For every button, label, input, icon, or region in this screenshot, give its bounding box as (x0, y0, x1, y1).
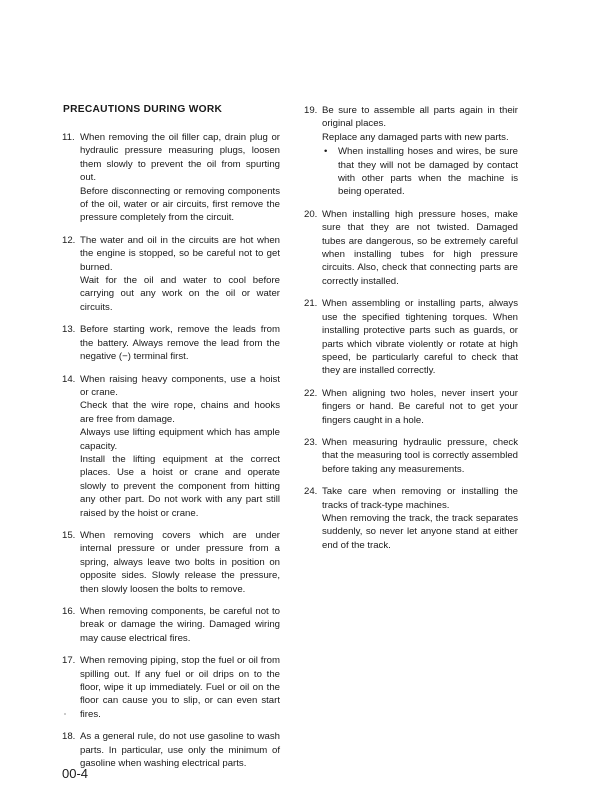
precaution-body (322, 208, 518, 288)
precaution-body (80, 373, 280, 520)
precaution-text: Always use lifting equipment which has ample capacity. (80, 427, 280, 452)
precaution-body (80, 730, 280, 770)
precaution-item (62, 654, 280, 721)
precaution-body (80, 654, 280, 721)
bullet-text: When installing hoses and wires, be sure that they will not be damaged by contact with other parts when the machine is being operated. (338, 146, 518, 198)
precaution-body (322, 485, 518, 552)
precaution-body (80, 529, 280, 596)
precaution-text: Check that the wire rope, chains and hooks are free from damage. (80, 400, 280, 425)
precaution-body (80, 323, 280, 363)
precaution-item (62, 730, 280, 770)
precaution-text: Wait for the oil and water to cool before carrying out any work on the oil or water circuits. (80, 275, 280, 313)
bullet-point (322, 145, 518, 199)
precaution-text: When assembling or installing parts, always use the specified tightening torques. When installing protective parts such as guards, or parts which vibrate violently or rotate at high speed, be particularly careful to check that they are installed correctly. (322, 298, 518, 377)
precaution-number: 16. (62, 606, 76, 617)
precaution-text: Replace any damaged parts with new parts. (322, 131, 509, 143)
precaution-body (80, 234, 280, 314)
bullet-icon: • (324, 146, 328, 158)
precaution-item (304, 485, 518, 552)
precaution-text: When raising heavy components, use a hoist or crane. (80, 373, 280, 398)
precaution-text: When installing high pressure hoses, make sure that they are not twisted. Damaged tubes are dangerous, so be extremely careful when installing tubes for high pressure circuits. Also, check that connecting parts are correctly installed. (322, 208, 518, 287)
precaution-text: When removing covers which are under internal pressure or under pressure from a spring, always leave two bolts in position on opposite sides. Slowly release the pressure, then slowly loosen the bolts to remove. (80, 529, 280, 595)
precaution-text: When removing the track, the track separates suddenly, so never let anyone stand at either end of the track. (322, 512, 518, 551)
precaution-text: Before disconnecting or removing components of the oil, water or air circuits, first remove the pressure completely from the circuit. (80, 185, 280, 224)
precaution-item (62, 373, 280, 520)
precaution-body (322, 387, 518, 427)
page-number: 00-4 (62, 766, 89, 781)
precaution-number: 18. (62, 731, 76, 743)
section-heading: PRECAUTIONS DURING WORK (63, 104, 223, 115)
precaution-item (304, 387, 518, 427)
precaution-body (322, 436, 518, 476)
precaution-text: When removing components, be careful not to break or damage the wiring. Damaged wiring may cause electrical fires. (80, 606, 280, 644)
precaution-number: 15. (62, 529, 76, 541)
precaution-text: Before starting work, remove the leads from the battery. Always remove the lead from the negative (−) terminal first. (80, 324, 280, 363)
precaution-number: 24. (304, 486, 318, 498)
precaution-item (62, 234, 280, 314)
precaution-text: As a general rule, do not use gasoline to wash parts. In particular, use only the minimum of gasoline when washing electrical parts. (80, 731, 280, 770)
precaution-text: When aligning two holes, never insert your fingers or hand. Be careful not to get your fingers caught in a hole. (322, 387, 518, 426)
left-precautions-list (62, 131, 280, 770)
precaution-text: When removing piping, stop the fuel or oil from spilling out. If any fuel or oil drips on to the floor, wipe it up immediately. Fuel or oil on the floor can cause you to slip, or can even start fires. (80, 655, 280, 720)
precaution-item (62, 131, 280, 225)
precaution-number: 11. (62, 132, 75, 143)
precaution-body (322, 297, 518, 377)
precaution-body (80, 605, 280, 645)
precaution-item (304, 104, 518, 199)
precaution-number: 12. (62, 234, 76, 246)
precaution-body (322, 104, 518, 199)
right-precautions-list (304, 104, 518, 552)
precaution-item (304, 208, 518, 288)
precaution-number: 20. (304, 208, 318, 220)
precaution-text: When measuring hydraulic pressure, check that the measuring tool is correctly assembled before taking any measurements. (322, 436, 518, 475)
precaution-item (304, 297, 518, 377)
precaution-item (304, 436, 518, 476)
left-column (62, 104, 280, 779)
scan-speck (64, 713, 66, 715)
precaution-text: Take care when removing or installing the tracks of track-type machines. (322, 486, 518, 511)
precaution-number: 13. (62, 324, 76, 336)
precaution-text: The water and oil in the circuits are hot when the engine is stopped, so be careful not to get burned. (80, 234, 280, 273)
precaution-number: 19. (304, 105, 318, 116)
precaution-text: When removing the oil filler cap, drain plug or hydraulic pressure measuring plugs, loosen them slowly to prevent the oil from spurting out. (80, 132, 280, 184)
precaution-text: Install the lifting equipment at the correct places. Use a hoist or crane and operate slowly to prevent the component from hitting any other part. Do not work with any part still raised by the hoist or crane. (80, 453, 280, 519)
precaution-body (80, 131, 280, 225)
precaution-number: 23. (304, 436, 318, 448)
precaution-item (62, 605, 280, 645)
precaution-item (62, 529, 280, 596)
precaution-number: 14. (62, 373, 76, 385)
precaution-number: 22. (304, 387, 318, 399)
precaution-number: 21. (304, 298, 318, 310)
precaution-item (62, 323, 280, 363)
right-column (304, 104, 518, 561)
precaution-text: Be sure to assemble all parts again in their original places. (322, 105, 518, 130)
precaution-number: 17. (62, 655, 76, 667)
